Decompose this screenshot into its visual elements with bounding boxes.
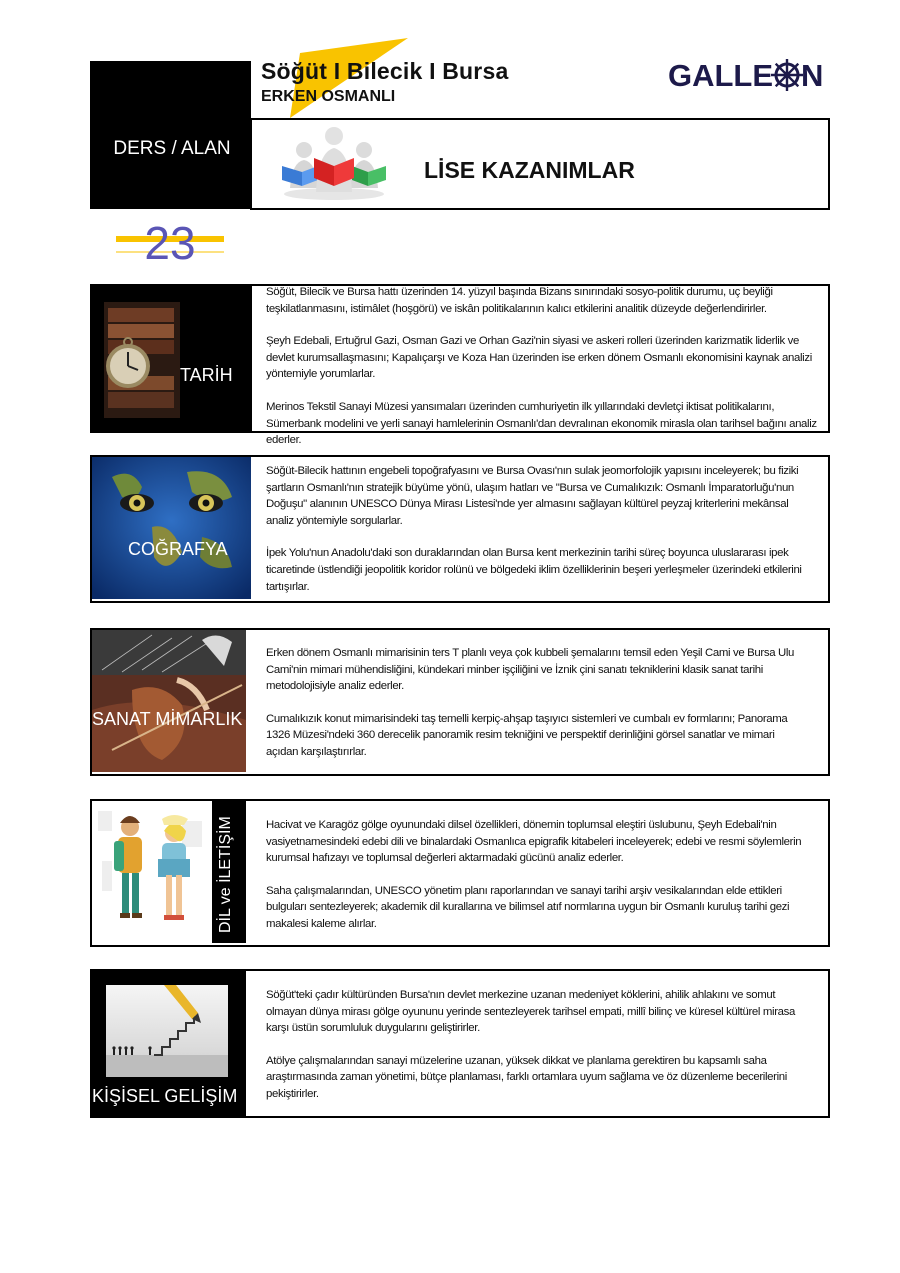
art-violin-image <box>92 630 246 772</box>
sanat-label: SANAT MİMARLIK <box>92 709 243 729</box>
dil-panel <box>92 801 246 943</box>
svg-text:GALLE: GALLE <box>668 58 774 93</box>
sanat-text <box>266 645 806 761</box>
page-number: 23 <box>144 217 196 269</box>
kisisel-paragraph: Söğüt'teki çadır kültüründen Bursa'nın devlet merkezine uzanan medeniyet köklerini, ahilik ahlakını ve somut olmayan dünya mirası gölge oyununu yerinde sentezleyerek tarihsel empati, millî bilinç ve küresel kültürel mirasa karşı üstün sorumluluk duygularını geliştirirler. <box>266 989 795 1035</box>
cografya-text <box>266 463 806 595</box>
header-title: Söğüt I Bilecik I Bursa <box>261 58 509 84</box>
ders-alan-box <box>90 61 251 209</box>
ders-alan-label: DERS / ALAN <box>113 138 231 159</box>
cografya-label: COĞRAFYA <box>128 539 228 559</box>
galleon-logo <box>668 56 828 94</box>
kisisel-label: KİŞİSEL GELİŞİM <box>92 1086 238 1106</box>
world-map-face-image <box>92 457 251 599</box>
cografya-paragraph: Söğüt-Bilecik hattının engebeli topoğrafyasını ve Bursa Ovası'nın sulak jeomorfolojik yapısını inceleyerek; bu fiziki şartların Osmanlı'nın stratejik büyüme yönü, ulaşım hatları ve "Bursa ve Cumalıkızık: Osmanlı İmparatorluğu'nun Doğuşu" alanının UNESCO Dünya Mirası Listesi'nde yer almasını sağlayan kültürel peyzaj kriterlerini mekânsal analiz yöntemiyle sorgularlar. <box>266 465 799 527</box>
travelers-illustration <box>92 801 212 943</box>
pocket-watch-books-image <box>104 302 180 418</box>
dil-text <box>266 817 806 933</box>
header-subtitle: ERKEN OSMANLI <box>261 88 396 105</box>
dil-paragraph: Saha çalışmalarından, UNESCO yönetim planı raporlarından ve sanayi tarihi arşiv vesikalarından elde ettikleri bulguları sentezleyerek; akademik dil kurallarına ve bilimsel atıf normlarına uygun bir Osmanlı kuruluş tarihi gezi makalesi kaleme alırlar. <box>266 884 790 930</box>
dil-label: DİL ve İLETİŞİM <box>217 816 234 933</box>
tarih-label: TARİH <box>180 365 233 385</box>
dil-paragraph: Hacivat ve Karagöz gölge oyunundaki dilsel özellikleri, dönemin toplumsal eleştiri üslubunu, Şeyh Edebali'nin vasiyetnamesindeki edebi dili ve binalardaki Osmanlıca epigrafik kitabeleri inceleyerek; edebi ve resmi söylemlerin kurumsal hafızayı ve toplumsal değerleri aktarmadaki gücünü analiz ederler. <box>266 819 802 865</box>
tarih-paragraph: Söğüt, Bilecik ve Bursa hattı üzerinden 14. yüzyıl başında Bizans sınırındaki sosyo-politik durumu, uç beyliği teşkilatlanmasını, istimâlet (hoşgörü) ve iskân politikalarının kalıcı etkilerini analitik düzeyde değerlendirirler. <box>266 286 773 315</box>
cografya-paragraph: İpek Yolu'nun Anadolu'daki son duraklarından olan Bursa kent merkezinin tarihi süreç boyunca uluslararası ipek ticaretinde üstlendiği jeopolitik koridor rolünü ve bölgedeki iklim özelliklerinin beşeri yerleşmeler üzerindeki etkilerini tartışırlar. <box>266 547 802 593</box>
ship-wheel-icon <box>771 59 803 91</box>
pencil-stairs-image <box>106 985 228 1077</box>
tarih-panel <box>90 284 252 433</box>
kisisel-paragraph: Atölye çalışmalarından sanayi müzelerine uzanan, yüksek dikkat ve planlama gerektiren bu kapsamlı saha araştırmasında zaman yönetimi, bütçe planlaması, farklı ortamlara uyum sağlama ve öz düzenleme becerilerini pekiştirirler. <box>266 1054 787 1100</box>
sanat-paragraph: Erken dönem Osmanlı mimarisinin ters T planlı veya çok kubbeli şemalarını temsil eden Yeşil Cami ve Bursa Ulu Cami'nin mimari mühendisliğini, kündekari minber işçiliğini ve İznik çini sanatı tekniklerini klasik sanat tarihi metodolojisiyle analiz ederler. <box>266 647 795 693</box>
svg-text:N: N <box>801 58 824 93</box>
tarih-paragraph: Şeyh Edebali, Ertuğrul Gazi, Osman Gazi ve Orhan Gazi'nin siyasi ve askeri rolleri üzerinden karizmatik liderlik ve devlet kurumsallaşmasını; Kapalıçarşı ve Koza Han üzerinden ise erken dönem Osmanlı ekonomisini kaynak analizi yöntemiyle yorumlarlar. <box>266 335 812 381</box>
cografya-panel <box>92 457 251 599</box>
lise-kazanimlar-title: LİSE KAZANIMLAR <box>424 157 635 183</box>
readers-illustration <box>278 122 390 202</box>
tarih-text <box>266 284 822 449</box>
sanat-panel <box>92 630 246 772</box>
tarih-paragraph: Merinos Tekstil Sanayi Müzesi yansımaları üzerinden cumhuriyetin ilk yıllarındaki devletçi iktisat politikalarını, Sümerbank modelini ve yerli sanayi hamlelerinin Osmanlı'dan devralınan ekonomik mirasla olan tarihsel bağını analiz ederler. <box>266 400 817 447</box>
sanat-paragraph: Cumalıkızık konut mimarisindeki taş temelli kerpiç-ahşap taşıyıcı sistemleri ve cumbalı ev formlarını; Panorama 1326 Müzesi'ndeki 360 derecelik panoramik resim tekniğini ve perspektif derinliğini görsel sanatlar ve mimari açıdan karşılaştırırlar. <box>266 712 788 758</box>
kisisel-panel <box>90 969 246 1116</box>
kisisel-text <box>266 987 806 1103</box>
